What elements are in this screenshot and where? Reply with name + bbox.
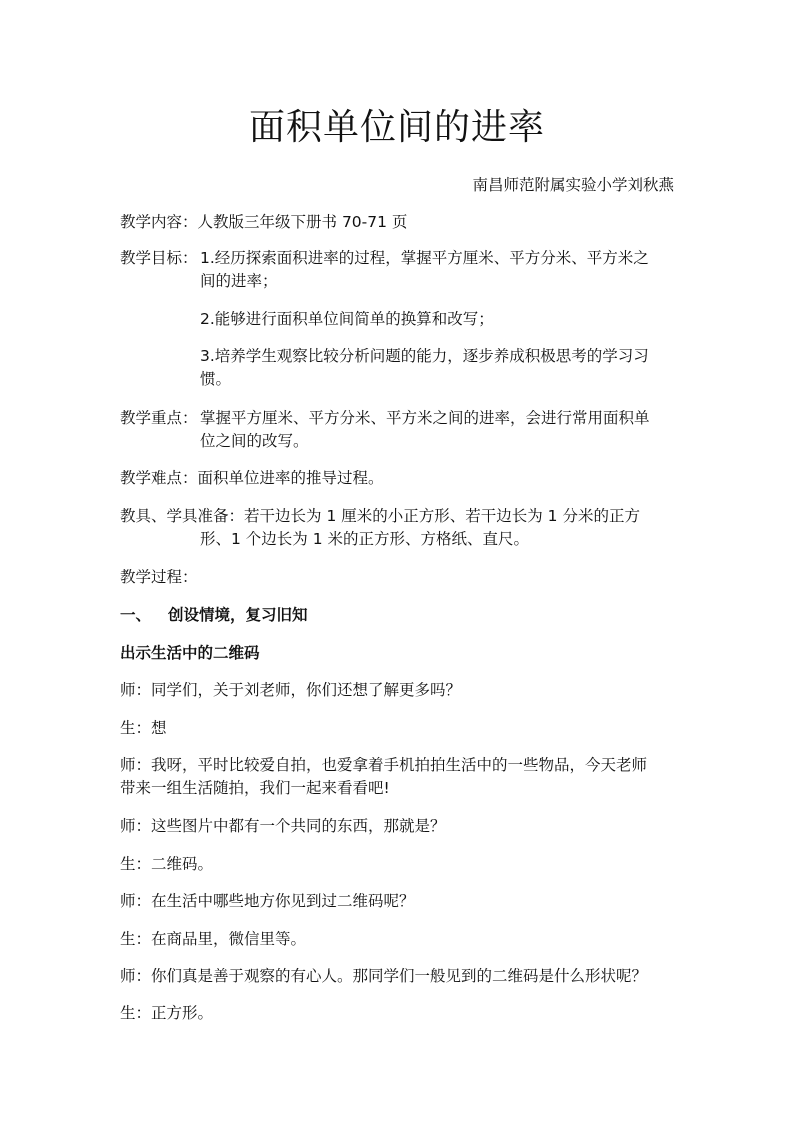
- goal-1-line-2: 间的进率；: [200, 272, 278, 290]
- key-points-line-1: 掌握平方厘米、平方分米、平方米之间的进率，会进行常用面积单: [200, 409, 650, 427]
- key-points-line-2: 位之间的改写。: [200, 432, 309, 450]
- dialogue-line: 生：二维码。: [120, 855, 214, 873]
- goal-2-line-1: 2.能够进行面积单位间简单的换算和改写；: [200, 310, 494, 328]
- dialogue-line: 师：同学们，关于刘老师，你们还想了解更多吗？: [120, 681, 462, 699]
- dialogue-line: 生：在商品里，微信里等。: [120, 930, 307, 948]
- process-label: 教学过程：: [120, 568, 198, 586]
- goal-3-line-2: 惯。: [200, 370, 232, 388]
- teaching-content: [120, 211, 407, 233]
- dialogue-line: 生：正方形。: [120, 1004, 214, 1022]
- tools-line-2: 形、1 个边长为 1 米的正方形、方格纸、直尺。: [200, 530, 530, 548]
- document-title: 面积单位间的进率: [248, 107, 545, 148]
- goal-1-line-1: 1.经历探索面积进率的过程，掌握平方厘米、平方分米、平方米之: [200, 249, 649, 267]
- difficulty-value: 面积单位进率的推导过程。: [197, 469, 384, 487]
- teaching-goals-label: 教学目标：: [120, 249, 198, 267]
- author-line: 南昌师范附属实验小学刘秋燕: [472, 176, 674, 194]
- difficulty-label: 教学难点：: [120, 469, 198, 487]
- goal-3-line-1: 3.培养学生观察比较分析问题的能力，逐步养成积极思考的学习习: [200, 347, 649, 365]
- dialogue-line: 师：在生活中哪些地方你见到过二维码呢？: [120, 892, 415, 910]
- section-heading: [120, 604, 308, 626]
- section-title: 创设情境，复习旧知: [168, 606, 308, 624]
- difficulty: [120, 467, 384, 489]
- dialogue-line: 带来一组生活随拍，我们一起来看看吧!: [120, 779, 390, 797]
- dialogue-line: 师：这些图片中都有一个共同的东西，那就是？: [120, 817, 446, 835]
- section-number: 一、: [120, 606, 152, 624]
- tools-label: 教具、学具准备：: [120, 507, 245, 525]
- dialogue-line: 师：我呀，平时比较爱自拍，也爱拿着手机拍拍生活中的一些物品，今天老师: [120, 756, 648, 774]
- teaching-content-label: 教学内容：: [120, 213, 198, 231]
- key-points-label: 教学重点：: [120, 409, 198, 427]
- dialogue-line: 生：想: [120, 719, 167, 737]
- tools-line-1: [120, 505, 640, 527]
- dialogue-line: 师：你们真是善于观察的有心人。那同学们一般见到的二维码是什么形状呢？: [120, 967, 648, 985]
- teaching-content-value: 人教版三年级下册书 70-71 页: [197, 213, 408, 231]
- tools-value-1: 若干边长为 1 厘米的小正方形、若干边长为 1 分米的正方: [244, 507, 640, 525]
- subheading: 出示生活中的二维码: [120, 644, 260, 662]
